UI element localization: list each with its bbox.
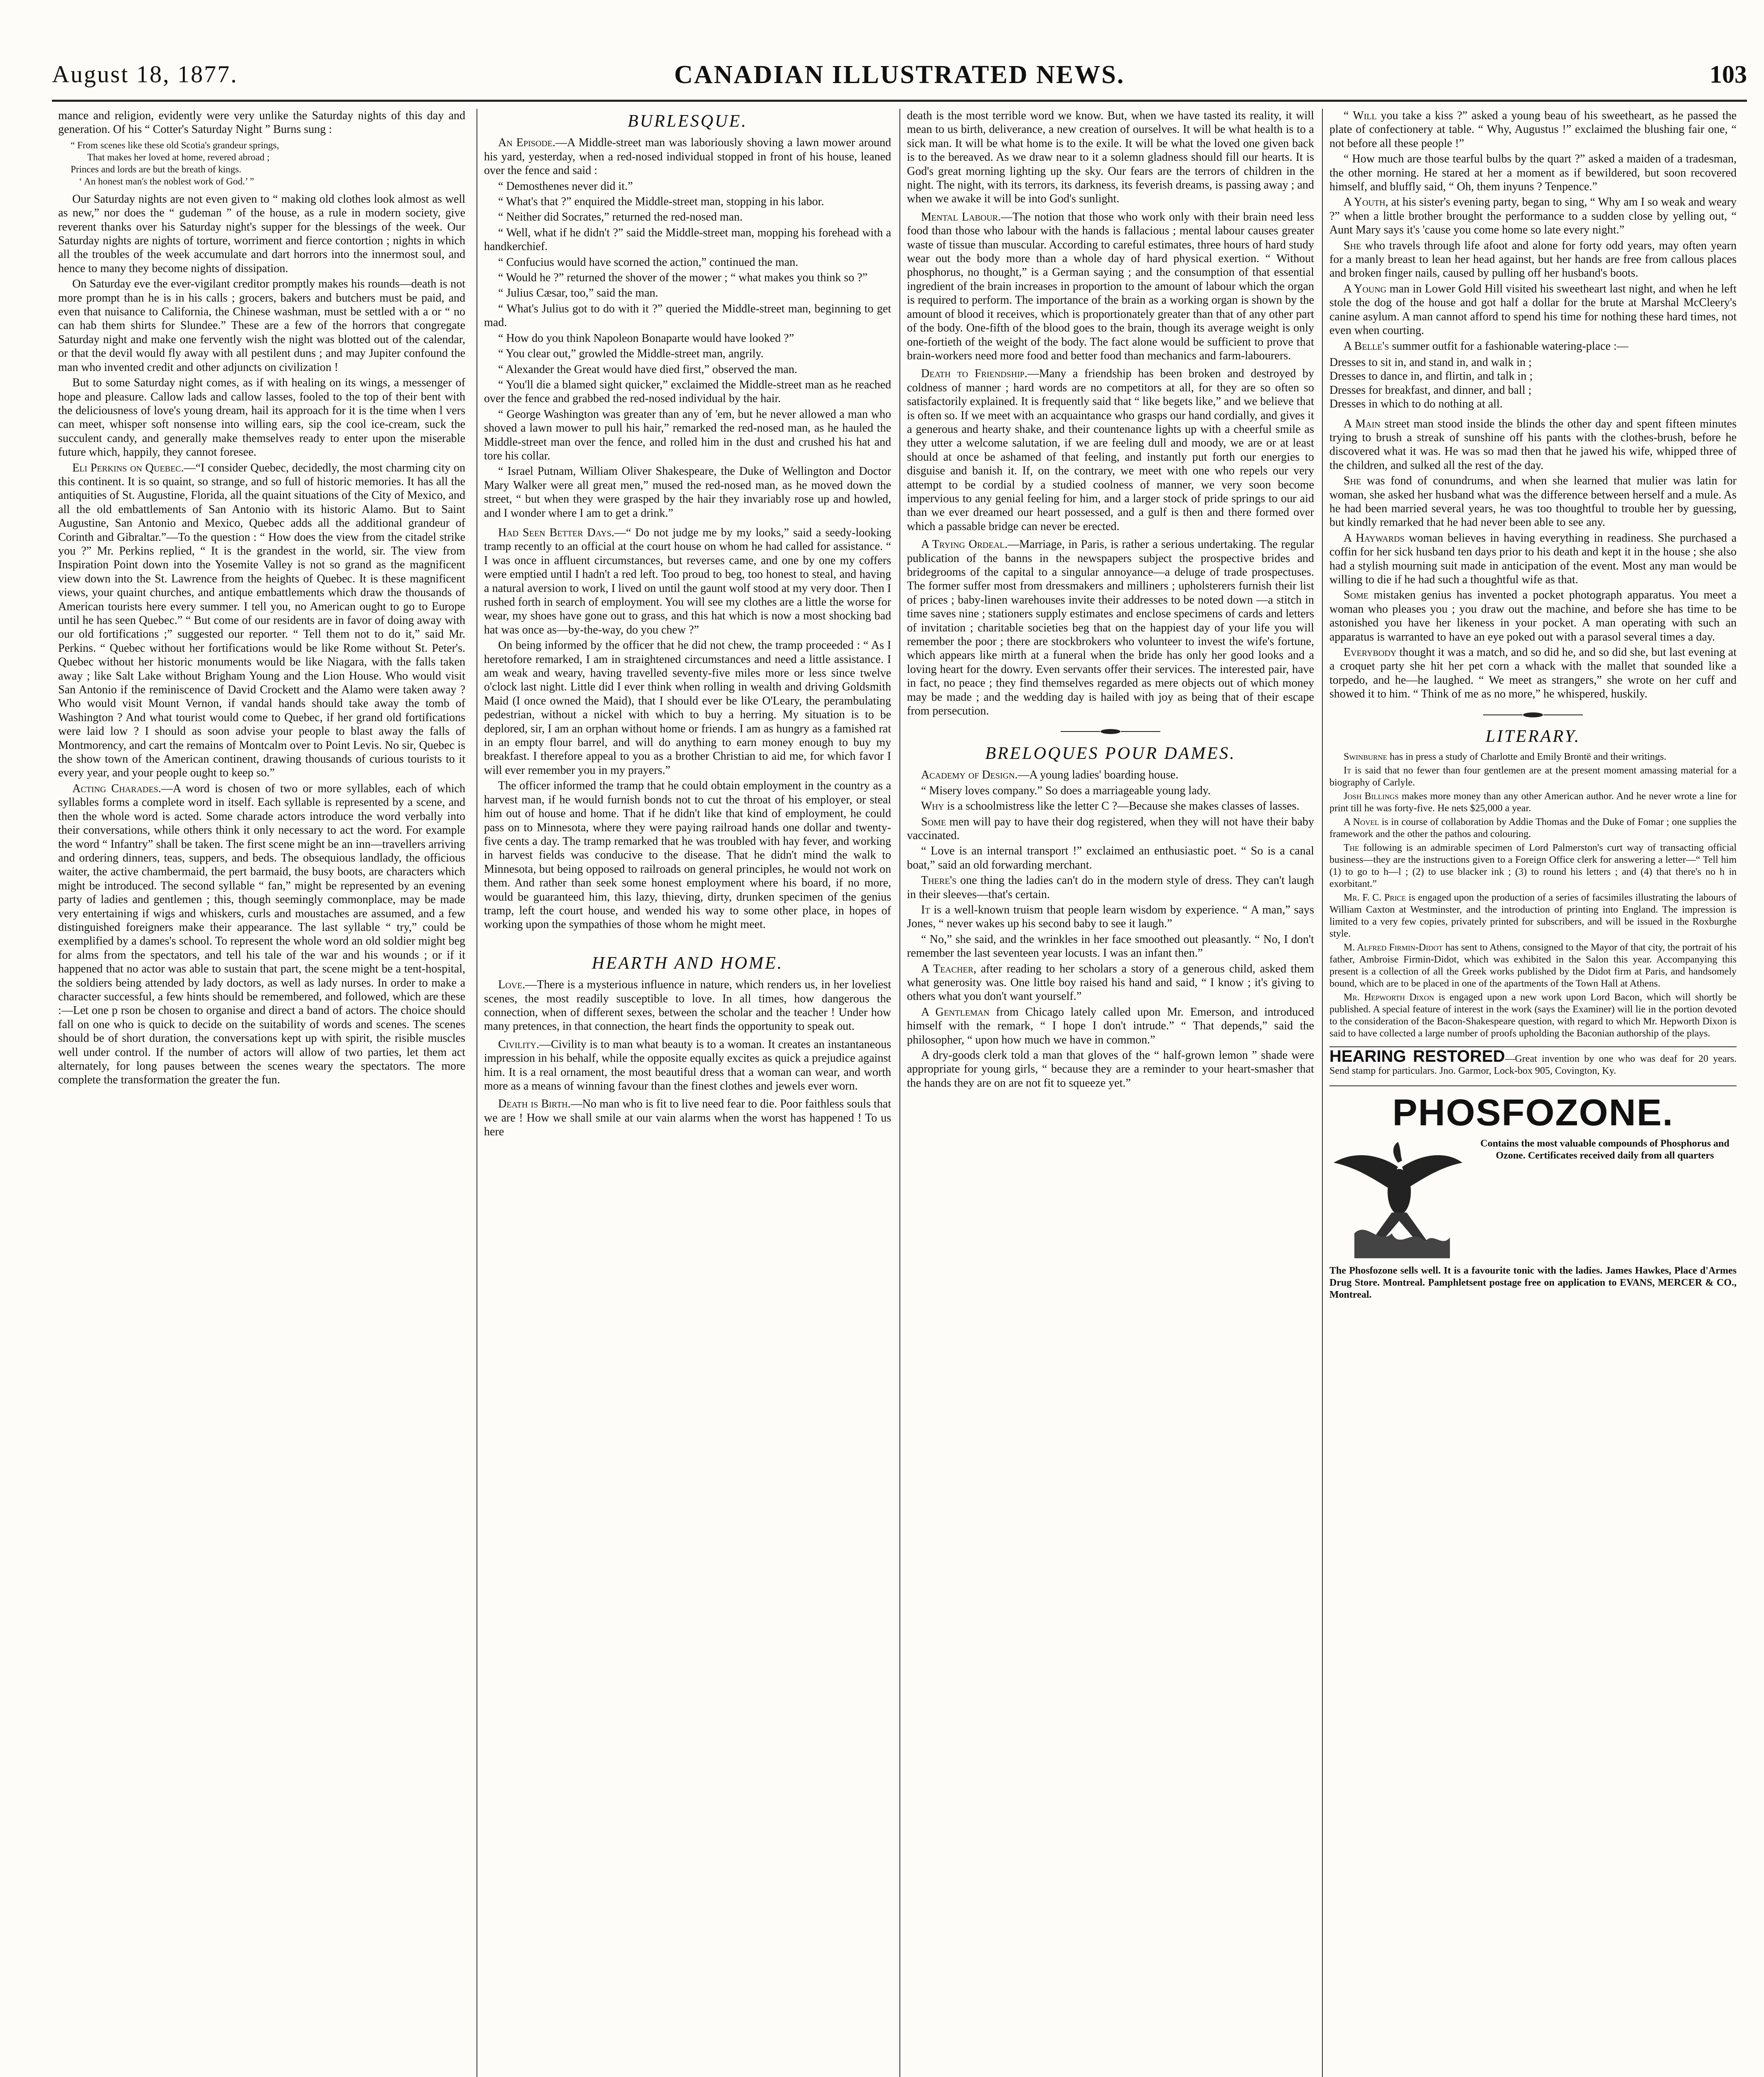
article-paragraph xyxy=(1329,765,1737,789)
article-paragraph xyxy=(1329,791,1737,815)
literary-section xyxy=(1329,751,1737,1040)
item-heading: Death to Friendship. xyxy=(921,367,1028,381)
item-heading: Swinburne xyxy=(1344,751,1387,763)
section-heading-burlesque: BURLESQUE. xyxy=(627,112,748,131)
article-paragraph: But to some Saturday night comes, as if with healing on its wings, a messenger of hope and pleasure. Callow lads and callow lasses, fooled to the top of their bent with the deliciousness of love's young dream, hail its approach for it is the time when l vers can meet, whisper soft nonsense into willing ears, sip the cool ice-cream, suck the succulent candy, and generally make themselves ready to enter upon the miserable future which, happily, they cannot foresee. xyxy=(58,376,465,459)
article-paragraph xyxy=(907,210,1314,363)
item-text: street man stood inside the blinds the other day and spent fifteen minutes trying to brush a streak of sunshine off his pants with the clothes-brush, before he discovered what it was. He was so mad then that he jawed his wife, whipped three of the children, and sulked all the rest of the day. xyxy=(1329,417,1737,472)
article-paragraph xyxy=(1329,646,1737,701)
article-paragraph: “ Confucius would have scorned the action,” continued the man. xyxy=(498,255,798,269)
article-paragraph xyxy=(484,1097,891,1139)
article-paragraph xyxy=(484,526,891,637)
item-text: you take a kiss ?” asked a young beau of his sweetheart, as he passed the plate of confectionery at table. “ Why, Augustus !” exclaimed the blushing fair one, “ not before all these people !” xyxy=(1329,109,1737,150)
item-heading: Eli Perkins on Quebec. xyxy=(72,461,184,474)
article-paragraph xyxy=(907,962,1314,1004)
article-paragraph xyxy=(907,538,1314,718)
item-text: was fond of conundrums, and when she learned that mulier was latin for woman, she asked her husband what was the difference between herself and a mule. As he had been married several years, he was too thoughtful to trouble her by guessing, but kindly remarked that he had never been able to see any. xyxy=(1329,474,1737,529)
article-paragraph xyxy=(484,978,891,1034)
header-rule xyxy=(52,100,1747,102)
ornament-rule-icon xyxy=(1483,712,1583,718)
item-heading: A Novel xyxy=(1344,817,1379,828)
item-text: —Many a friendship has been broken and destroyed by coldness of manner ; hard words are no competitors at all, for they are so often so satisfactorily explained. It is frequently said that “ like begets like,” and we believe that is often so. If we meet with an acquaintance who grasps our hand cordially, and gives it a generous and hearty shake, and their countenance lights up with a cheerful smile as they utter a welcome salutation, if we are feeling dull and moody, we are or at least should at once be ashamed of that feeling, and instantly put forth our energies to disguise and banish it. If, on the contrary, we meet with one who repels our very attempt to be cordial by a studied coolness of manner, we very soon become impervious to any genial feeling for him, and a larger stock of pride springs to our aid than we ever dreamed our heart possessed, and a gulf is then and there formed over which a passable bridge can never be erected. xyxy=(907,367,1314,533)
article-paragraph xyxy=(58,782,465,1087)
item-text: is said that no fewer than four gentlemen are at the present moment amassing material for a biography of Carlyle. xyxy=(1329,765,1737,788)
page-header xyxy=(52,60,1747,98)
section-heading-breloques: BRELOQUES POUR DAMES. xyxy=(985,744,1236,763)
item-heading: A Youth, xyxy=(1344,196,1388,209)
item-heading: Why xyxy=(921,800,944,813)
item-heading: M. Alfred Firmin-Didot xyxy=(1344,942,1443,953)
item-heading: Will xyxy=(1353,109,1377,122)
item-text: is a schoolmistress like the letter C ?—Because she makes classes of lasses. xyxy=(944,800,1300,813)
item-heading: It xyxy=(1344,765,1351,776)
item-text: men will pay to have their dog registered, when they will not have their baby vaccinated. xyxy=(907,815,1314,842)
article-paragraph xyxy=(1329,588,1737,644)
article-paragraph: The officer informed the tramp that he could obtain employment in the country as a harvest man, if he would furnish bonds not to cut the throat of his employer, or steal him out of house and home. That if he didn't like that kind of employment, he could pass on to Minnesota, where they were paying railroad hands one dollar and twenty-five cents a day. The tramp remarked that he was troubled with hay fever, and working in harvest fields was conducive to the disease. That he didn't mind the walk to Minnesota, but being opposed to railroads on general principles, he would not work on them. And rather than seek some honest employment where his board, if no more, would be guaranteed him, this lazy, thieving, dirty, drunken specimen of the genius tramp, left the court house, and wended his way to some other place, in hopes of working upon the sympathies of those whom he might meet. xyxy=(484,779,891,931)
item-heading: Some xyxy=(1344,589,1369,602)
ad-title: PHOSFOZONE. xyxy=(1392,1092,1674,1134)
article-paragraph: “ Would he ?” returned the shover of the mower ; “ what makes you think so ?” xyxy=(498,271,868,285)
article-paragraph: “ You'll die a blamed sight quicker,” exclaimed the Middle-street man as he reached over the fence and grabbed the red-nosed individual by the hair. xyxy=(484,378,891,405)
item-text: —Marriage, in Paris, is rather a serious undertaking. The regular publication of the banns in the newspapers subject the prospective brides and bridegrooms of the capital to a singular annoyance—a deluge of trade prospectuses. The former suffer most from dressmakers and milliners ; upholsterers furnish their list of prices ; baby-linen warehouses invite their addresses to be noted down —a stitch in time saves nine ; stationers supply estimates and enclose specimens of cards and letters of invitation ; charitable societies beg that on the happiest day of your life you will remember the poor ; there are stockbrokers who volunteer to invest the wife's fortune, which appears like mirth at a funeral when the bride has only her good looks and a loving heart for the dowry. Even servants offer their services. The interested pair, have in fact, no peace ; they find themselves regarded as mere objects out of which money may be made ; and the wedding day is hailed with joy as being that of their escape from persecution. xyxy=(907,538,1314,718)
article-paragraph: On being informed by the officer that he did not chew, the tramp proceeded : “ As I heretofore remarked, I am in straightened circumstances and need a little assistance. I am weak and weary, having travelled seventy-five miles more or less since twelve o'clock last night. Little did I ever think when rolling in wealth and driving Goldsmith Maid (I once owned the Maid), that I should ever be like O'Leary, the perambulating pedestrian, without a nickel with which to buy a herring. My situation is to be deplored, sir, I am an orphan without home or friends. I am as hungry as a famished rat in an empty flour barrel, and will do anything to earn money enough to buy my breakfast. I therefore appeal to you as a brother Christian to aid me, for which favor I will ever remember you in my prayers.” xyxy=(484,639,891,777)
advertisement-hearing-restored xyxy=(1329,1046,1737,1077)
item-text: —“ Do not judge me by my looks,” said a seedy-looking tramp recently to an official at the court house on whom he had called for assistance. “ I was once in affluent circumstances, but reverses came, and one by one my coffers were emptied until I hadn't a red left. Too proud to beg, too honest to steal, and having a natural aversion to work, I lived on until the gaunt wolf stood at my very door. Then I rushed forth in search of employment. You will see my clothes are a little the worse for wear, my shoes have gone out to grass, and this hat which is now a most shocking bad hat was once as—by-the-way, do you chew ?” xyxy=(484,526,891,636)
poem-quote xyxy=(71,139,465,187)
article-paragraph: “ Israel Putnam, William Oliver Shakespeare, the Duke of Wellington and Doctor Mary Walker were all great men,” mused the red-nosed man, as he moved down the street, “ but when they were grasped by the hair they invariably rose up and howled, and I wonder where I am to get a drink.” xyxy=(484,465,891,520)
article-paragraph: “ Well, what if he didn't ?” said the Middle-street man, mopping his forehead with a handkerchief. xyxy=(484,226,891,253)
section-heading-hearth-and-home: HEARTH AND HOME. xyxy=(592,953,784,973)
item-heading: Love. xyxy=(498,978,526,992)
verse-line: Dresses in which to do nothing at all. xyxy=(1329,398,1503,411)
item-heading: An Episode. xyxy=(498,136,555,150)
item-heading: Some xyxy=(921,815,946,828)
item-text: —A word is chosen of two or more syllables, each of which syllables forms a complete word in itself. Each syllable is represented by a scene, and then the whole word is acted. Some charade actors introduce the word verbally into their conversations, while others think it only necessary to act the word. For example the word “ Infantry” shall be taken. The first scene might be an inn—travellers arriving and ordering dinners, teas, suppers, and beds. The obsequious landlady, the officious waiter, the active chambermaid, the pert barmaid, the busy boots, are characters which might be introduced. The second syllable “ fan,” might be represented by an evening party of ladies and gentlemen ; this, though seemingly commonplace, may be made very entertaining if wigs and whiskers, curls and moustaches are assumed, and a few distinguished foreigners make their appearance. The last syllable “ try,” could be exemplified by a dames's school. To represent the whole word an old soldier might beg for alms from the spectators, and tell his tale of the war and his wounds ; or if it happened that no actor was able to sustain that part, the scene might be a tent-hospital, the soldiers being attended by lady doctors, as well as lady nurses. In order to make a character successful, a few hints should be remembered, and followed, which are these :—Let one p rson be chosen to organise and direct a band of actors. The choice should fall on one who is quick to decide on the suitability of words and scenes. The scenes should be of short duration, the conversations kept up with spirit, the risible muscles well under control. If the number of actors will allow of two parties, let them act alternately, for long pauses between the scenes weary the spectators. The more complete the transformation the greater the fun. xyxy=(58,782,465,1087)
item-heading: She xyxy=(1344,474,1361,488)
verse-line: Dresses to dance in, and flirtin, and talk in ; xyxy=(1329,370,1533,383)
ad-text: —Great invention by one who was deaf for 20 years. Send stamp for particulars. Jno. Garmor, Lock-box 905, Covington, Ky. xyxy=(1329,1053,1737,1077)
phoenix-bird-icon xyxy=(1329,1138,1467,1262)
article-paragraph xyxy=(907,874,1314,901)
ad-title: HEARING RESTORED xyxy=(1329,1047,1505,1066)
item-heading: Had Seen Better Days. xyxy=(498,526,614,539)
article-paragraph xyxy=(1329,339,1737,353)
verse-list xyxy=(1329,356,1737,411)
item-text: man in Lower Gold Hill visited his sweetheart last night, and when he left stole the dog of the house and got half a dollar for the brute at Marshal McCleery's canine asylum. A man cannot afford to spend his time for nothing these hard times, not even when courting. xyxy=(1329,282,1737,337)
item-heading: Academy of Design. xyxy=(921,768,1018,782)
advertisement-phosfozone xyxy=(1329,1085,1737,1301)
article-paragraph xyxy=(1329,992,1737,1040)
item-heading: A Belle's xyxy=(1344,339,1389,353)
ad-description: Contains the most valuable compounds of Phosphorus and Ozone. Certificates received daily from all quarters xyxy=(1480,1138,1730,1161)
item-heading: It xyxy=(921,903,930,916)
article-paragraph: mance and religion, evidently were very unlike the Saturday nights of this day and generation. Of his “ Cotter's Saturday Night ” Burns sung : xyxy=(58,109,465,136)
item-text: —There is a mysterious influence in nature, which renders us, in her loveliest scenes, the most readily susceptible to love. In all times, how dangerous the connection, when of different sexes, between the scholar and the teacher ! Under how many pretences, in that connection, the heart finds the opportunity to speak out. xyxy=(484,978,891,1033)
item-text: —The notion that those who work only with their brain need less food than those who labour with the hands is fallacious ; mental labour causes greater waste of tissue than muscular. According to careful estimates, three hours of hard study wear out the body more than a whole day of hard physical exertion. “ Without phosphorus, no thought,” is a German saying ; and the consumption of that essential ingredient of the brain increases in proportion to the amount of labour which the organ is required to perform. The importance of the brain as a working organ is shown by the amount of blood it receives, which is proportionately greater than that of any other part of the body. One-fifth of the blood goes to the brain, though its average weight is only one-fortieth of the weight of the body. The fact alone would be sufficient to prove that brain-workers need more food and better food than mechanics and farm-labourers. xyxy=(907,210,1314,362)
item-heading: A Main xyxy=(1344,417,1381,430)
article-paragraph xyxy=(484,136,891,177)
column-3 xyxy=(907,109,1314,2077)
verse-line: Princes and lords are but the breath of kings. xyxy=(71,164,241,174)
article-paragraph xyxy=(907,1005,1314,1047)
article-paragraph: “ You clear out,” growled the Middle-street man, angrily. xyxy=(498,347,764,361)
item-heading: Mental Labour. xyxy=(921,210,1001,223)
item-text: one thing the ladies can't do in the modern style of dress. They can't laugh in their sleeves—that's certain. xyxy=(907,874,1314,901)
item-text: is engaged upon a new work upon Lord Bacon, which will shortly be published. A special feature of interest in the work (says the Examiner) will lie in the portion devoted to the consideration of the Bacon-Shakespeare question, with regard to which Mr. Hepworth Dixon is said to have collected a large number of proofs upholding the Baconian authorship of the plays. xyxy=(1329,992,1737,1039)
item-text: —Civility is to man what beauty is to a woman. It creates an instantaneous impression in his behalf, while the opposite equally excites as quick a prejudice against him. It is a real ornament, the most beautiful dress that a woman can wear, and worth more as a means of winning favour than the finest clothes and jewels ever worn. xyxy=(484,1038,891,1093)
section-heading-literary: LITERARY. xyxy=(1485,727,1581,746)
verse-line: “ From scenes like these old Scotia's grandeur springs, xyxy=(71,140,279,150)
item-heading: Everybody xyxy=(1344,646,1397,659)
item-heading: Civility. xyxy=(498,1038,539,1051)
item-text: makes more money than any other American author. And he never wrote a line for print till he was forty-five. He nets $25,000 a year. xyxy=(1329,791,1737,814)
article-paragraph xyxy=(484,1038,891,1093)
item-text: —“I consider Quebec, decidedly, the most charming city on this continent. It is so quaint, so strange, and so full of historic memories. It has all the antiquities of St. Augustine, Florida, all the quaint situations of the City of Mexico, and all the old embattlements of San Antonio with its historic Alamo. But to Saint Augustine, San Antonio and Mexico, Quebec adds all the additional grandeur of Corinth and Gibraltar.”—To the question : “ How does the view from the citadel strike you ?” Mr. Perkins replied, “ It is the grandest in the world, sir. The view from Inspiration Point down into the Yosemite Valley is not so grand as the magnificent view down into the St. Lawrence from the heights of Quebec. It is these magnificent views, your quaint churches, and antique embattlements which draw the thousands of American tourists here every summer. I tell you, no American ought to go to Europe until he has seen Quebec.” “ But come of our residents are in favor of doing away with our old fortifications ;” suggested our reporter. “ Tell them not to do it,” said Mr. Perkins. “ Quebec without her fortifications would be like Rome without St. Peter's. Quebec without her historic monuments would be like Niagara, with the falls taken away ; like Salt Lake without Brigham Young and the Lion House. Who would visit San Antonio if the reminiscence of David Crockett and the Alamo were taken away ? Who would visit Mount Vernon, if vandal hands should take away the tomb of Washington ? And what tourist would come to Quebec, if her grand old fortifications were laid low ? I should as soon advise your people to blast away the falls of Montmorency, and cart the remains of Montcalm over to Point Levis. No sir, Quebec is the show town of the American continent, drawing thousands of curious tourists to it every year, and your people ought to keep so.” xyxy=(58,461,465,780)
column-4 xyxy=(1329,109,1737,2077)
newspaper-title: CANADIAN ILLUSTRATED NEWS. xyxy=(674,61,1125,89)
item-heading: There's xyxy=(921,874,957,887)
article-paragraph: “ George Washington was greater than any of 'em, but he never allowed a man who shoved a lawn mower to pull his hair,” remarked the red-nosed man, as he hauled the Middle-street man over the fence, and rolled him in the dust and crushed his hat and tore his collar. xyxy=(484,408,891,462)
article-paragraph xyxy=(907,799,1314,813)
page-number: 103 xyxy=(1710,61,1747,88)
article-paragraph: On Saturday eve the ever-vigilant creditor promptly makes his rounds—death is not more prompt than he is in his calls ; grocers, bakers and butchers must be paid, and even that nuisance to California, the Chinese washman, must be settled with a or “ no can hab them shirts for Slundee.” These are a few of the horrors that congregate Saturday night and make one fervently wish the night was blotted out of the calendar, or that the devil would fly away with all pestilent duns ; and may Jupiter confound the man who invented credit and other adjuncts on civilization ! xyxy=(58,277,465,374)
item-text: who travels through life afoot and alone for forty odd years, may often yearn for a manly breast to lean her head against, but her hands are free from callous places and broken finger nails, caused by pulling off her husband's boots. xyxy=(1329,239,1737,280)
article-paragraph xyxy=(1329,239,1737,280)
item-heading: Josh Billings xyxy=(1344,791,1399,802)
section-ornament xyxy=(1329,708,1737,722)
article-paragraph: A dry-goods clerk told a man that gloves of the “ half-grown lemon ” shade were appropriate for young girls, “ because they are a reminder to your heart-smasher that the hands they are on are not fit to squeeze yet.” xyxy=(907,1049,1314,1090)
article-paragraph: “ Love is an internal transport !” exclaimed an enthusiastic poet. “ So is a canal boat,” said an old forwarding merchant. xyxy=(907,845,1314,872)
article-paragraph xyxy=(1329,417,1737,473)
item-text: summer outfit for a fashionable watering-place :— xyxy=(1389,339,1629,353)
article-paragraph: “ Demosthenes never did it.” xyxy=(498,179,633,193)
article-paragraph: death is the most terrible word we know. But, when we have tasted its reality, it will mean to us birth, deliverance, a new creation of ourselves. It will be what health is to a sick man. It will be what home is to the exile. It will be what the loved one given back is to the bereaved. As we draw near to it a solemn gladness should fill our hearts. It is God's great morning lighting up the sky. Our fears are the terrors of children in the night. The night, with its terrors, its darkness, its feverish dreams, is passing away ; and when we awake it will be into God's sunlight. xyxy=(907,109,1314,206)
item-heading: Mr. F. C. Price xyxy=(1344,892,1406,903)
item-text: following is an admirable specimen of Lord Palmerston's curt way of transacting official business—they are the instructions given to a Foreign Office clerk for answering a letter—“ Tell him (1) to go to h—l ; (2) to use blacker ink ; (3) to round his letters ; and (4) that there's no h in exorbitant.” xyxy=(1329,842,1737,890)
article-paragraph xyxy=(1329,474,1737,530)
item-heading: Mr. Hepworth Dixon xyxy=(1344,992,1435,1003)
article-paragraph xyxy=(907,815,1314,843)
item-text: is engaged upon the production of a series of facsimiles illustrating the labours of William Caxton at Westminster, and the introduction of printing into England. The impression is limited to a very few copies, privately printed for subscribers, and will be issued in the Roxburghe style. xyxy=(1329,892,1737,940)
item-text: —No man who is fit to live need fear to die. Poor faithless souls that we are ! How we shall smile at our vain alarms when the worst has happened ! To us here xyxy=(484,1097,891,1139)
article-paragraph xyxy=(58,461,465,780)
article-paragraph xyxy=(1329,531,1737,587)
article-paragraph: “ How do you think Napoleon Bonaparte would have looked ?” xyxy=(498,331,794,345)
item-heading: The xyxy=(1344,842,1359,854)
item-text: has in press a study of Charlotte and Emily Brontë and their writings. xyxy=(1387,751,1666,763)
item-text: woman believes in having everything in readiness. She purchased a coffin for her sick husband ten days prior to his death and kept it in the house ; she also had a stylish mourning suit made in anticipation of the event. Most any man would be willing to die if he had such a thoughtful wife as that. xyxy=(1329,531,1737,586)
item-text: —A young ladies' boarding house. xyxy=(1017,768,1179,782)
item-heading: A Teacher, xyxy=(921,962,977,975)
article-paragraph: “ Misery loves company.” So does a marriageable young lady. xyxy=(921,784,1211,797)
item-text: thought it was a match, and so did he, and so did she, but last evening at a croquet party she hit her pet corn a whack with the mallet that sounded like a torpedo, and he—he laughed. “ We meet as strangers,” she wrote on her cuff and showed it to him. “ Think of me as no more,” he whispered, huskily. xyxy=(1329,646,1737,701)
ornament-rule-icon xyxy=(1061,729,1160,734)
article-paragraph xyxy=(907,367,1314,533)
article-paragraph: “ No,” she said, and the wrinkles in her face smoothed out pleasantly. “ No, I don't remember the last seventeen year locusts. I was an infant then.” xyxy=(907,933,1314,960)
ad-footer: The Phosfozone sells well. It is a favourite tonic with the ladies. James Hawkes, Place d'Armes Drug Store. Montreal. Pamphletsent postage free on application to EVANS, MERCER & CO., Montreal. xyxy=(1329,1265,1737,1301)
article-paragraph: “ Alexander the Great would have died first,” observed the man. xyxy=(498,363,797,376)
verse-line: That makes her loved at home, revered abroad ; xyxy=(87,152,270,162)
column-divider xyxy=(1322,109,1323,2077)
verse-line: Dresses for breakfast, and dinner, and ball ; xyxy=(1329,383,1532,397)
item-text: is in course of collaboration by Addie Thomas and the Duke of Fomar ; one supplies the framework and the other the pathos and colouring. xyxy=(1329,817,1737,840)
article-paragraph xyxy=(1329,195,1737,237)
article-paragraph xyxy=(907,768,1314,782)
verse-line: Dresses to sit in, and stand in, and walk in ; xyxy=(1329,356,1532,369)
article-paragraph xyxy=(1329,816,1737,840)
item-text: mistaken genius has invented a pocket photograph apparatus. You meet a woman who pleases you ; you draw out the machine, and before she has time to be astonished you have her likeness in your pocket. A man operating with such an apparatus is warranted to have an eye poked out with a parasol several times a day. xyxy=(1329,589,1737,643)
column-1 xyxy=(58,109,465,2077)
item-text: —A Middle-street man was laboriously shoving a lawn mower around his yard, yesterday, when a red-nosed individual stopped in front of his house, leaned over the fence and said : xyxy=(484,136,891,177)
article-paragraph xyxy=(1329,751,1737,763)
issue-date: August 18, 1877. xyxy=(52,61,238,88)
item-heading: Death is Birth. xyxy=(498,1097,571,1111)
article-paragraph: Our Saturday nights are not even given to “ making old clothes look almost as well as new,” nor does the “ gudeman ” of the house, as a rule in modern society, give reverent thanks over his Saturday night's supper for the blessings of the week. Our Saturday nights are nights of torture, worriment and fierce contortion ; nights in which all the troubles of the week accumulate and dart horrors into the innermost soul, and hence to many they become nights of dissipation. xyxy=(58,192,465,275)
column-divider xyxy=(899,109,900,2077)
article-paragraph xyxy=(1329,892,1737,940)
item-text: after reading to her scholars a story of a generous child, asked them what generosity was. One little boy raised his hand and said, “ I know ; it's giving to others what you don't want yourself.” xyxy=(907,962,1314,1003)
item-heading: A Gentleman xyxy=(921,1005,990,1019)
item-text: at his sister's evening party, began to sing, “ Why am I so weak and weary ?” when a little brother brought the performance to a sudden close by yelling out, “ Aunt Mary says it's 'cause you come home so late every night.” xyxy=(1329,196,1737,237)
item-heading: A Young xyxy=(1344,282,1387,295)
article-paragraph xyxy=(1329,942,1737,990)
ad-body xyxy=(1329,1138,1737,1265)
item-heading: A Trying Ordeal. xyxy=(921,538,1008,551)
item-text: from Chicago lately called upon Mr. Emerson, and introduced himself with the remark, “ I hope I don't intrude.” “ That depends,” said the philosopher, “ upon how much we have in common.” xyxy=(907,1005,1314,1046)
article-paragraph: “ How much are those tearful bulbs by the quart ?” asked a maiden of a tradesman, the other morning. He stared at her a moment as if bewildered, but soon recovered himself, and bluffly said, “ Oh, them inyuns ? Tenpence.” xyxy=(1329,152,1737,194)
item-heading: She xyxy=(1344,239,1361,252)
article-paragraph: “ Neither did Socrates,” returned the red-nosed man. xyxy=(498,211,743,224)
article-paragraph xyxy=(1329,842,1737,890)
column-2 xyxy=(484,109,891,2077)
item-heading: A Haywards xyxy=(1344,531,1405,545)
item-text: is a well-known truism that people learn wisdom by experience. “ A man,” says Jones, “ never wakes up his second baby to see it laugh.” xyxy=(907,903,1314,930)
article-paragraph: “ Julius Cæsar, too,” said the man. xyxy=(498,287,658,300)
item-heading: Acting Charades. xyxy=(72,782,161,795)
section-ornament xyxy=(907,724,1314,738)
verse-line: ‘ An honest man's the noblest work of God.’ ” xyxy=(79,176,254,187)
article-paragraph xyxy=(907,903,1314,931)
article-paragraph: “ What's Julius got to do with it ?” queried the Middle-street man, beginning to get mad. xyxy=(484,302,891,329)
article-paragraph: “ What's that ?” enquired the Middle-street man, stopping in his labor. xyxy=(498,195,824,209)
item-text: has sent to Athens, consigned to the Mayor of that city, the portrait of his father, Ambroise Firmin-Didot, which was exhibited in the Salon this year. Accompanying this present is a collection of all the Greek works published by the Didot firm at Paris, and handsomely bound, which are to be placed in one of the apartments of the Town Hall at Athens. xyxy=(1329,942,1737,989)
article-paragraph xyxy=(1329,282,1737,338)
article-paragraph: “ Will you take a kiss ?” asked a young beau of his sweetheart, as he passed the plate of confectionery at table. “ Why, Augustus !” exclaimed the blushing fair one, “ not before all these people !” xyxy=(1329,109,1737,150)
